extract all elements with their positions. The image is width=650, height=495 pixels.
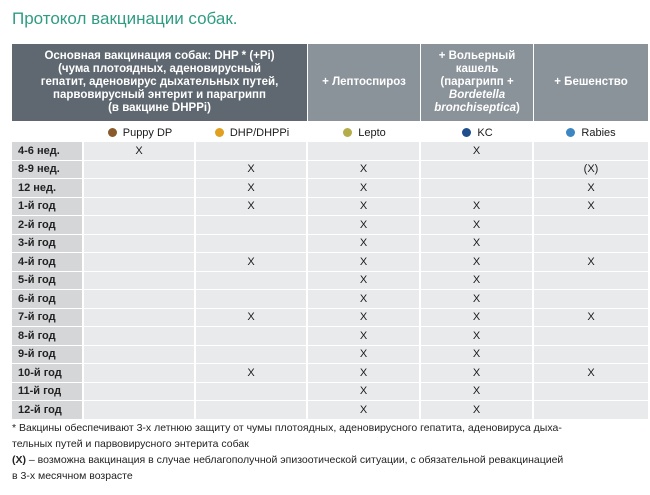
vaccination-table (12, 44, 648, 420)
header-lepto-label: + Лептоспироз (322, 76, 406, 88)
legend-label: DHP/DHPPi (229, 126, 290, 139)
schedule-cell (196, 216, 308, 235)
legend-dhp (196, 124, 308, 142)
row-label: 10-й год (12, 364, 84, 383)
legend-lepto (308, 124, 421, 142)
schedule-cell: X (421, 290, 534, 309)
footnote-1-line1: * Вакцины обеспечивают 3-х летнюю защиту от чумы плотоядных, аденовирусного гепатита, аденовируса дыха- (12, 422, 562, 434)
schedule-cell: X (308, 309, 421, 328)
schedule-cell: X (308, 346, 421, 365)
footnote-1 (12, 420, 642, 452)
schedule-cell (84, 401, 196, 420)
schedule-cell: X (196, 198, 308, 217)
schedule-cell: X (196, 253, 308, 272)
schedule-cell: X (308, 383, 421, 402)
legend-label: Puppy DP (122, 126, 173, 139)
schedule-cell (534, 383, 648, 402)
schedule-cell (84, 198, 196, 217)
table-row (12, 253, 648, 272)
row-label: 8-й год (12, 327, 84, 346)
schedule-cell: X (196, 309, 308, 328)
row-label: 6-й год (12, 290, 84, 309)
header-main-line: (чума плотоядных, аденовирусный (58, 63, 261, 75)
rabies-dot-icon (566, 128, 575, 137)
schedule-cell (84, 272, 196, 291)
row-label: 9-й год (12, 346, 84, 365)
schedule-cell: X (308, 364, 421, 383)
schedule-cell: X (534, 364, 648, 383)
legend-spacer (12, 124, 84, 142)
page-title: Протокол вакцинации собак. (12, 9, 238, 28)
schedule-cell: X (308, 272, 421, 291)
schedule-cell: X (308, 161, 421, 180)
schedule-cell: X (421, 401, 534, 420)
puppy-dp-dot-icon (108, 128, 117, 137)
schedule-cell (421, 179, 534, 198)
row-label: 7-й год (12, 309, 84, 328)
schedule-cell: X (308, 401, 421, 420)
footnote-2-line2: в 3-х месячном возрасте (12, 470, 133, 482)
row-label: 5-й год (12, 272, 84, 291)
footnote-2-line1: – возможна вакцинация в случае неблагополучной эпизоотической ситуации, с обязательной ревакцинацией (26, 454, 564, 466)
schedule-cell (196, 346, 308, 365)
footnote-1-line2: тельных путей и парвовирусного энтерита собак (12, 438, 249, 450)
table-row (12, 235, 648, 254)
legend-row (12, 124, 648, 142)
schedule-cell (196, 327, 308, 346)
kc-dot-icon (462, 128, 471, 137)
header-kc-italic: Bordetella (448, 89, 506, 101)
header-kc-line: кашель (455, 63, 499, 75)
footnote-2-mark: (X) (12, 454, 26, 466)
header-main-line: (в вакцине DHPPi) (108, 102, 211, 114)
schedule-cell (534, 346, 648, 365)
schedule-cell (84, 327, 196, 346)
row-label: 3-й год (12, 235, 84, 254)
schedule-cell (534, 272, 648, 291)
footnote-2 (12, 452, 642, 484)
table-row (12, 383, 648, 402)
header-row (12, 44, 648, 124)
schedule-cell: X (308, 253, 421, 272)
schedule-cell: X (421, 309, 534, 328)
header-main-line: гепатит, аденовирус дыхательных путей, (40, 76, 279, 88)
table-row (12, 142, 648, 161)
legend-label: KC (477, 126, 493, 139)
schedule-cell (84, 161, 196, 180)
header-main-line: Основная вакцинация собак: DHP * (+Pi) (44, 50, 275, 62)
schedule-cell: X (421, 364, 534, 383)
table-row (12, 198, 648, 217)
schedule-cell: X (421, 216, 534, 235)
header-main-line: парвовирусный энтерит и парагрипп (53, 89, 266, 101)
row-label: 4-6 нед. (12, 142, 84, 161)
header-kc-line: (парагрипп + (440, 76, 514, 88)
schedule-cell: X (534, 198, 648, 217)
schedule-cell (534, 216, 648, 235)
header-rabies (534, 44, 648, 124)
schedule-cell: X (84, 142, 196, 161)
schedule-cell: X (421, 346, 534, 365)
schedule-cell (84, 346, 196, 365)
lepto-dot-icon (343, 128, 352, 137)
schedule-cell (84, 309, 196, 328)
table-row (12, 401, 648, 420)
schedule-cell: X (534, 179, 648, 198)
schedule-cell (196, 272, 308, 291)
schedule-cell (196, 235, 308, 254)
schedule-cell: X (196, 161, 308, 180)
schedule-cell (196, 383, 308, 402)
schedule-cell (308, 142, 421, 161)
schedule-cell: X (308, 198, 421, 217)
schedule-cell (421, 161, 534, 180)
legend-rabies (534, 124, 648, 142)
legend-label: Rabies (581, 126, 616, 139)
legend-label: Lepto (358, 126, 386, 139)
row-label: 11-й год (12, 383, 84, 402)
table-row (12, 216, 648, 235)
schedule-cell (534, 235, 648, 254)
schedule-cell: X (421, 235, 534, 254)
schedule-cell (84, 179, 196, 198)
schedule-cell (84, 383, 196, 402)
table-row (12, 272, 648, 291)
schedule-cell: X (308, 290, 421, 309)
legend-puppy-dp (84, 124, 196, 142)
schedule-cell: X (421, 253, 534, 272)
table-row (12, 309, 648, 328)
schedule-cell: X (421, 142, 534, 161)
schedule-cell (84, 235, 196, 254)
header-kc-line: + Вольерный (438, 50, 516, 62)
schedule-cell (534, 401, 648, 420)
schedule-cell (196, 290, 308, 309)
row-label: 1-й год (12, 198, 84, 217)
row-label: 8-9 нед. (12, 161, 84, 180)
header-lepto (308, 44, 421, 124)
schedule-cell (196, 142, 308, 161)
header-kc-italic: bronchiseptica (434, 102, 516, 114)
schedule-cell: X (196, 364, 308, 383)
table-row (12, 346, 648, 365)
header-main (12, 44, 308, 124)
schedule-cell: X (308, 179, 421, 198)
schedule-cell (534, 327, 648, 346)
row-label: 12 нед. (12, 179, 84, 198)
schedule-cell: (X) (534, 161, 648, 180)
row-label: 4-й год (12, 253, 84, 272)
schedule-cell: X (421, 327, 534, 346)
table-row (12, 290, 648, 309)
header-kennel-cough (421, 44, 534, 124)
schedule-cell (84, 253, 196, 272)
schedule-cell: X (534, 309, 648, 328)
schedule-cell (196, 401, 308, 420)
table-row (12, 179, 648, 198)
dhp-dot-icon (215, 128, 224, 137)
schedule-cell (84, 290, 196, 309)
table-row (12, 364, 648, 383)
legend-kc (421, 124, 534, 142)
schedule-cell: X (196, 179, 308, 198)
schedule-body (12, 142, 648, 420)
schedule-cell: X (421, 198, 534, 217)
schedule-cell: X (308, 235, 421, 254)
header-rabies-label: + Бешенство (554, 76, 628, 88)
schedule-cell: X (308, 327, 421, 346)
footnotes (12, 420, 642, 484)
schedule-cell (534, 142, 648, 161)
schedule-cell: X (421, 272, 534, 291)
row-label: 12-й год (12, 401, 84, 420)
schedule-cell: X (308, 216, 421, 235)
schedule-cell (84, 364, 196, 383)
table-row (12, 161, 648, 180)
table-row (12, 327, 648, 346)
row-label: 2-й год (12, 216, 84, 235)
schedule-cell: X (534, 253, 648, 272)
header-kc-close: ) (516, 102, 520, 114)
schedule-cell (84, 216, 196, 235)
schedule-cell: X (421, 383, 534, 402)
schedule-cell (534, 290, 648, 309)
